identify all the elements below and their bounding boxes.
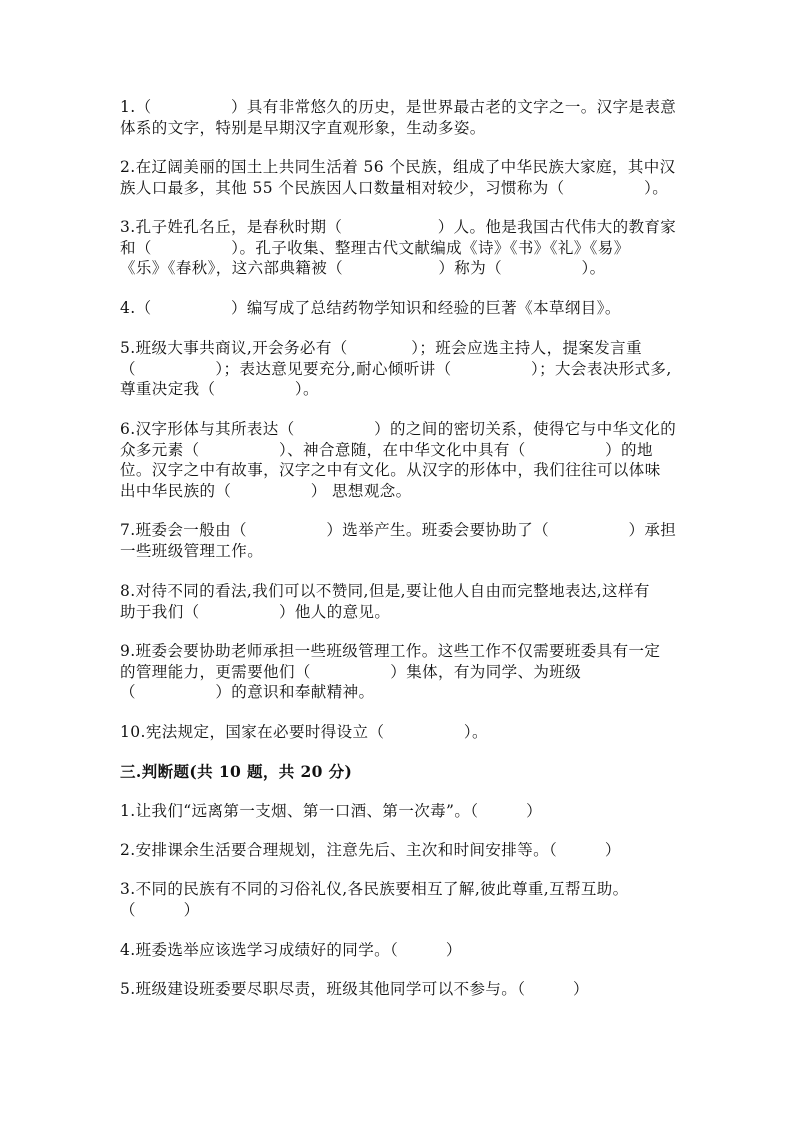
fill-question-3: 3.孔子姓孔名丘，是春秋时期（ ）人。他是我国古代伟大的教育家 和（ ）。孔子收集、整理古代文献编成《诗》《书》《礼》《易》 《乐》《春秋》，这六部典籍被（ ）称为（ ）。 xyxy=(120,218,677,277)
section-title: 三.判断题(共 10 题，共 20 分) xyxy=(120,762,353,781)
fill-question-4: 4.（ ）编写成了总结药物学知识和经验的巨著《本草纲目》。 xyxy=(120,299,621,317)
judgement-question-3: 3.不同的民族有不同的习俗礼仪,各民族要相互了解,彼此尊重,互帮互助。 （ ） xyxy=(120,880,629,919)
judgement-question-5: 5.班级建设班委要尽职尽责，班级其他同学可以不参与。（ ） xyxy=(120,980,589,998)
judgement-question-4: 4.班委选举应该选学习成绩好的同学。（ ） xyxy=(120,941,462,959)
fill-question-7: 7.班委会一般由（ ）选举产生。班委会要协助了（ ）承担 一些班级管理工作。 xyxy=(120,521,677,560)
fill-question-2: 2.在辽阔美丽的国土上共同生活着 56 个民族，组成了中华民族大家庭，其中汉 族人口最多，其他 55 个民族因人口数量相对较少，习惯称为（ ）。 xyxy=(120,158,676,197)
fill-question-9: 9.班委会要协助老师承担一些班级管理工作。这些工作不仅需要班委具有一定 的管理能力，更需要他们（ ）集体，有为同学、为班级 （ ）的意识和奉献精神。 xyxy=(120,642,661,701)
fill-question-6: 6.汉字形体与其所表达（ ）的之间的密切关系，使得它与中华文化的 众多元素（ ）、神合意随，在中华文化中具有（ ）的地 位。汉字之中有故事，汉字之中有文化。从汉字的形体中，我们往往可以体味 出中华民族的（ ） 思想观念。 xyxy=(120,420,677,500)
judgement-question-1: 1.让我们“远离第一支烟、第一口酒、第一次毒”。（ ） xyxy=(120,802,542,820)
fill-question-8: 8.对待不同的看法,我们可以不赞同,但是,要让他人自由而完整地表达,这样有 助于我们（ ）他人的意见。 xyxy=(120,582,650,621)
fill-question-1: 1.（ ）具有非常悠久的历史，是世界最古老的文字之一。汉字是表意 体系的文字，特别是早期汉字直观形象，生动多姿。 xyxy=(120,98,677,137)
fill-question-5: 5.班级大事共商议,开会务必有（ ）；班会应选主持人，提案发言重 （ ）；表达意见要充分,耐心倾听讲（ ）；大会表决形式多, 尊重决定我（ ）。 xyxy=(120,339,672,398)
fill-question-10: 10.宪法规定，国家在必要时得设立（ ）。 xyxy=(120,723,488,741)
judgement-question-2: 2.安排课余生活要合理规划，注意先后、主次和时间安排等。（ ） xyxy=(120,841,621,859)
